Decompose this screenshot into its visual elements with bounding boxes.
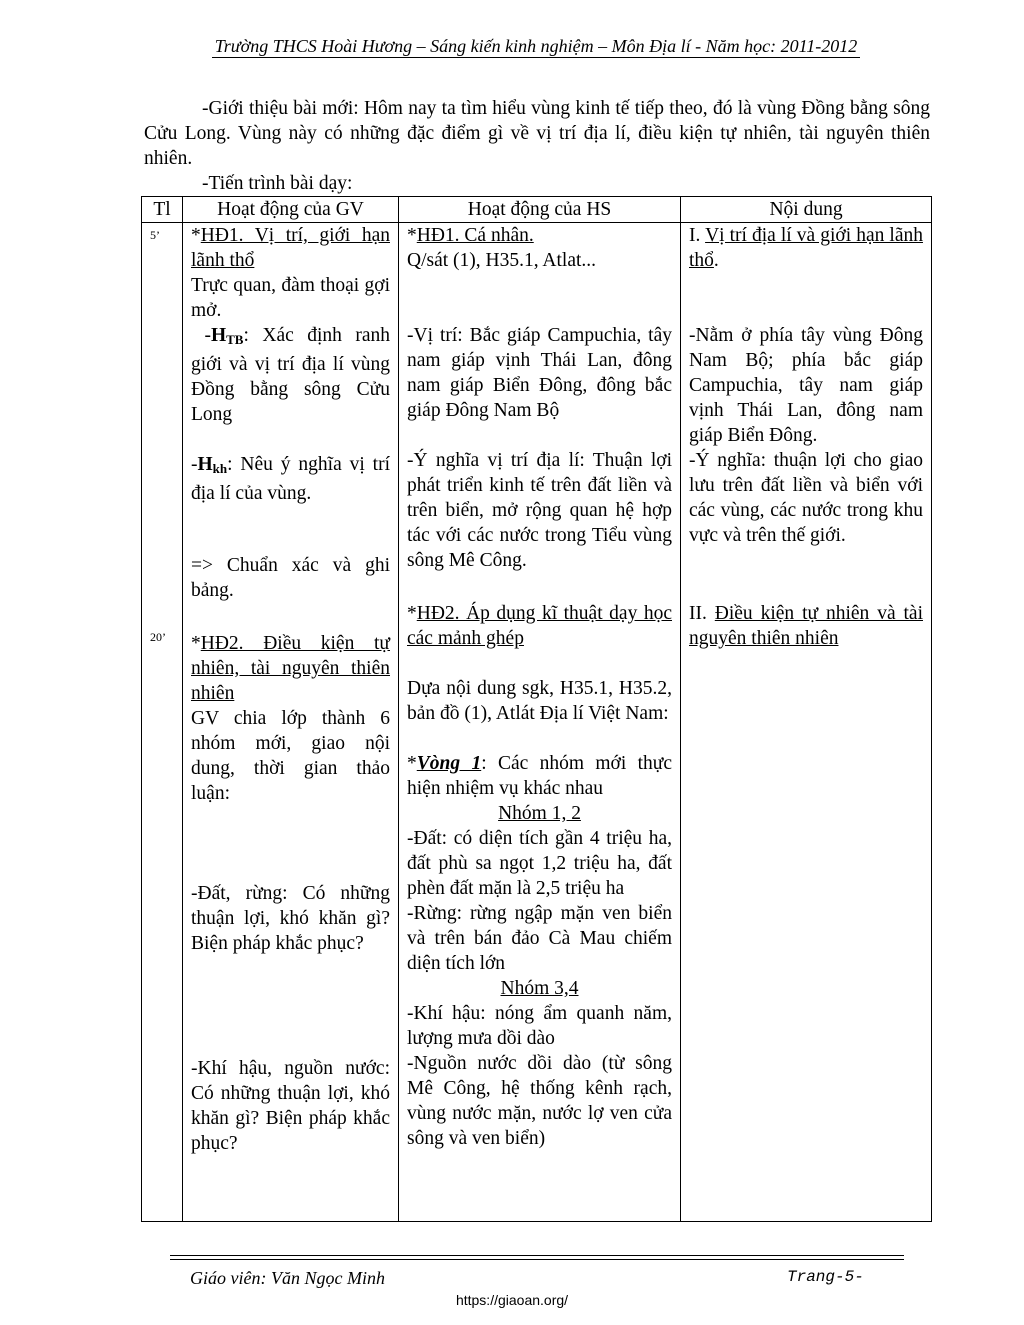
content-cell [681,223,932,1222]
teacher-activity-cell [183,223,399,1222]
hs-round-1: *Vòng 1: Các nhóm mới thực hiện nhiệm vụ khác nhau [407,753,672,799]
hs-climate: -Khí hậu: nóng ẩm quanh năm, lượng mưa dồi dào [407,1003,672,1049]
header-time: Tl [142,197,183,223]
header-student-activity: Hoạt động của HS [399,197,681,223]
student-activity-cell [399,223,681,1222]
hs-group-3-4: Nhóm 3,4 [500,978,579,999]
lesson-table [141,196,932,1222]
nd-section-2-title: II. Điều kiện tự nhiên và tài nguyên thiên nhiên [689,603,923,649]
hs-group-1-2: Nhóm 1, 2 [498,803,581,824]
page-header [0,36,1024,57]
gv-conclusion: => Chuẩn xác và ghi bảng. [191,555,390,601]
gv-question-soil-forest: -Đất, rừng: Có những thuận lợi, khó khăn gì? Biện pháp khắc phục? [191,883,390,954]
hs-answer-significance: -Ý nghĩa vị trí địa lí: Thuận lợi phát triển kinh tế trên đất liền và trên biển, mở rộng quan hệ hợp tác với các nước trong Tiểu vùng sông Mê Công. [407,450,672,571]
lesson-progress-label: -Tiến trình bài dạy: [202,173,353,194]
footer-url[interactable]: https://giaoan.org/ [455,1292,569,1308]
teacher-label: Giáo viên [190,1268,261,1288]
header-text: Trường THCS Hoài Hương – Sáng kiến kinh nghiệm – Môn Địa lí - Năm học: 2011-2012 [212,36,860,58]
hs-activity-2-title: *HĐ2. Áp dụng kĩ thuật dạy học các mảnh ghép [407,603,672,649]
footer-teacher [190,1268,385,1289]
hs-soil: -Đất: có diện tích gần 4 triệu ha, đất phù sa ngọt 1,2 triệu ha, đất phèn đất mặn là 2,5 triệu ha [407,828,672,899]
gv-group-instruction: GV chia lớp thành 6 nhóm mới, giao nội dung, thời gian thảo luận: [191,708,390,804]
footer-rule-bottom [170,1259,904,1260]
hs-water: -Nguồn nước dồi dào (từ sông Mê Công, hệ thống kênh rạch, vùng nước mặn, nước lợ ven cửa sông và ven biển) [407,1053,672,1149]
gv-question-location: $-H_{TB}$: Xác định ranh giới và vị trí địa lí vùng Đồng bằng sông Cửu Long [191,325,390,425]
header-teacher-activity: Hoạt động của GV [183,197,399,223]
gv-question-significance: $-H_{kh}$: Nêu ý nghĩa vị trí địa lí của vùng. [191,454,390,504]
hs-sources: Dựa nội dung sgk, H35.1, H35.2, bản đồ (1), Atlát Địa lí Việt Nam: [407,678,672,724]
gv-activity-2-title: *HĐ2. Điều kiện tự nhiên, tài nguyên thiên nhiên [191,633,390,704]
footer-rule-top [170,1255,904,1256]
nd-significance: -Ý nghĩa: thuận lợi cho giao lưu trên đất liền và biển với các vùng, các nước trong khu vực và trên thế giới. [689,450,923,546]
nd-section-1-title: I. Vị trí địa lí và giới hạn lãnh thổ. [689,225,923,271]
header-content: Nội dung [681,197,932,223]
intro-paragraph: -Giới thiệu bài mới: Hôm nay ta tìm hiểu vùng kinh tế tiếp theo, đó là vùng Đồng bằng sông Cửu Long. Vùng này có những đặc điểm gì về vị trí địa lí, điều kiện tự nhiên, tài nguyên thiên nhiên. [144,98,930,169]
hs-forest: -Rừng: rừng ngập mặn ven biển và trên bán đảo Cà Mau chiếm diện tích lớn [407,903,672,974]
time-cell [142,223,183,1222]
hs-answer-location: -Vị trí: Bắc giáp Campuchia, tây nam giáp vịnh Thái Lan, đông nam giáp Biển Đông, đông bắc giáp Đông Nam Bộ [407,325,672,421]
table-row [142,223,932,1222]
table-header-row [142,197,932,223]
lesson-intro [144,96,930,196]
teacher-name: : Văn Ngọc Minh [260,1268,385,1288]
gv-activity-1-title: *HĐ1. Vị trí, giới hạn lãnh thổ [191,225,390,271]
time-activity-2: 20’ [150,630,166,644]
hs-activity-1-title: *HĐ1. Cá nhân. [407,225,534,246]
time-activity-1: 5’ [150,228,160,242]
page-number: Trang-5- [787,1268,864,1286]
gv-method: Trực quan, đàm thoại gợi mở. [191,275,390,321]
gv-question-climate-water: -Khí hậu, nguồn nước: Có những thuận lợi, khó khăn gì? Biện pháp khắc phục? [191,1058,390,1154]
hs-observation: Q/sát (1), H35.1, Atlat... [407,250,597,271]
nd-location: -Nằm ở phía tây vùng Đông Nam Bộ; phía bắc giáp Campuchia, tây nam giáp vịnh Thái Lan, đông nam giáp Biển Đông. [689,325,923,446]
